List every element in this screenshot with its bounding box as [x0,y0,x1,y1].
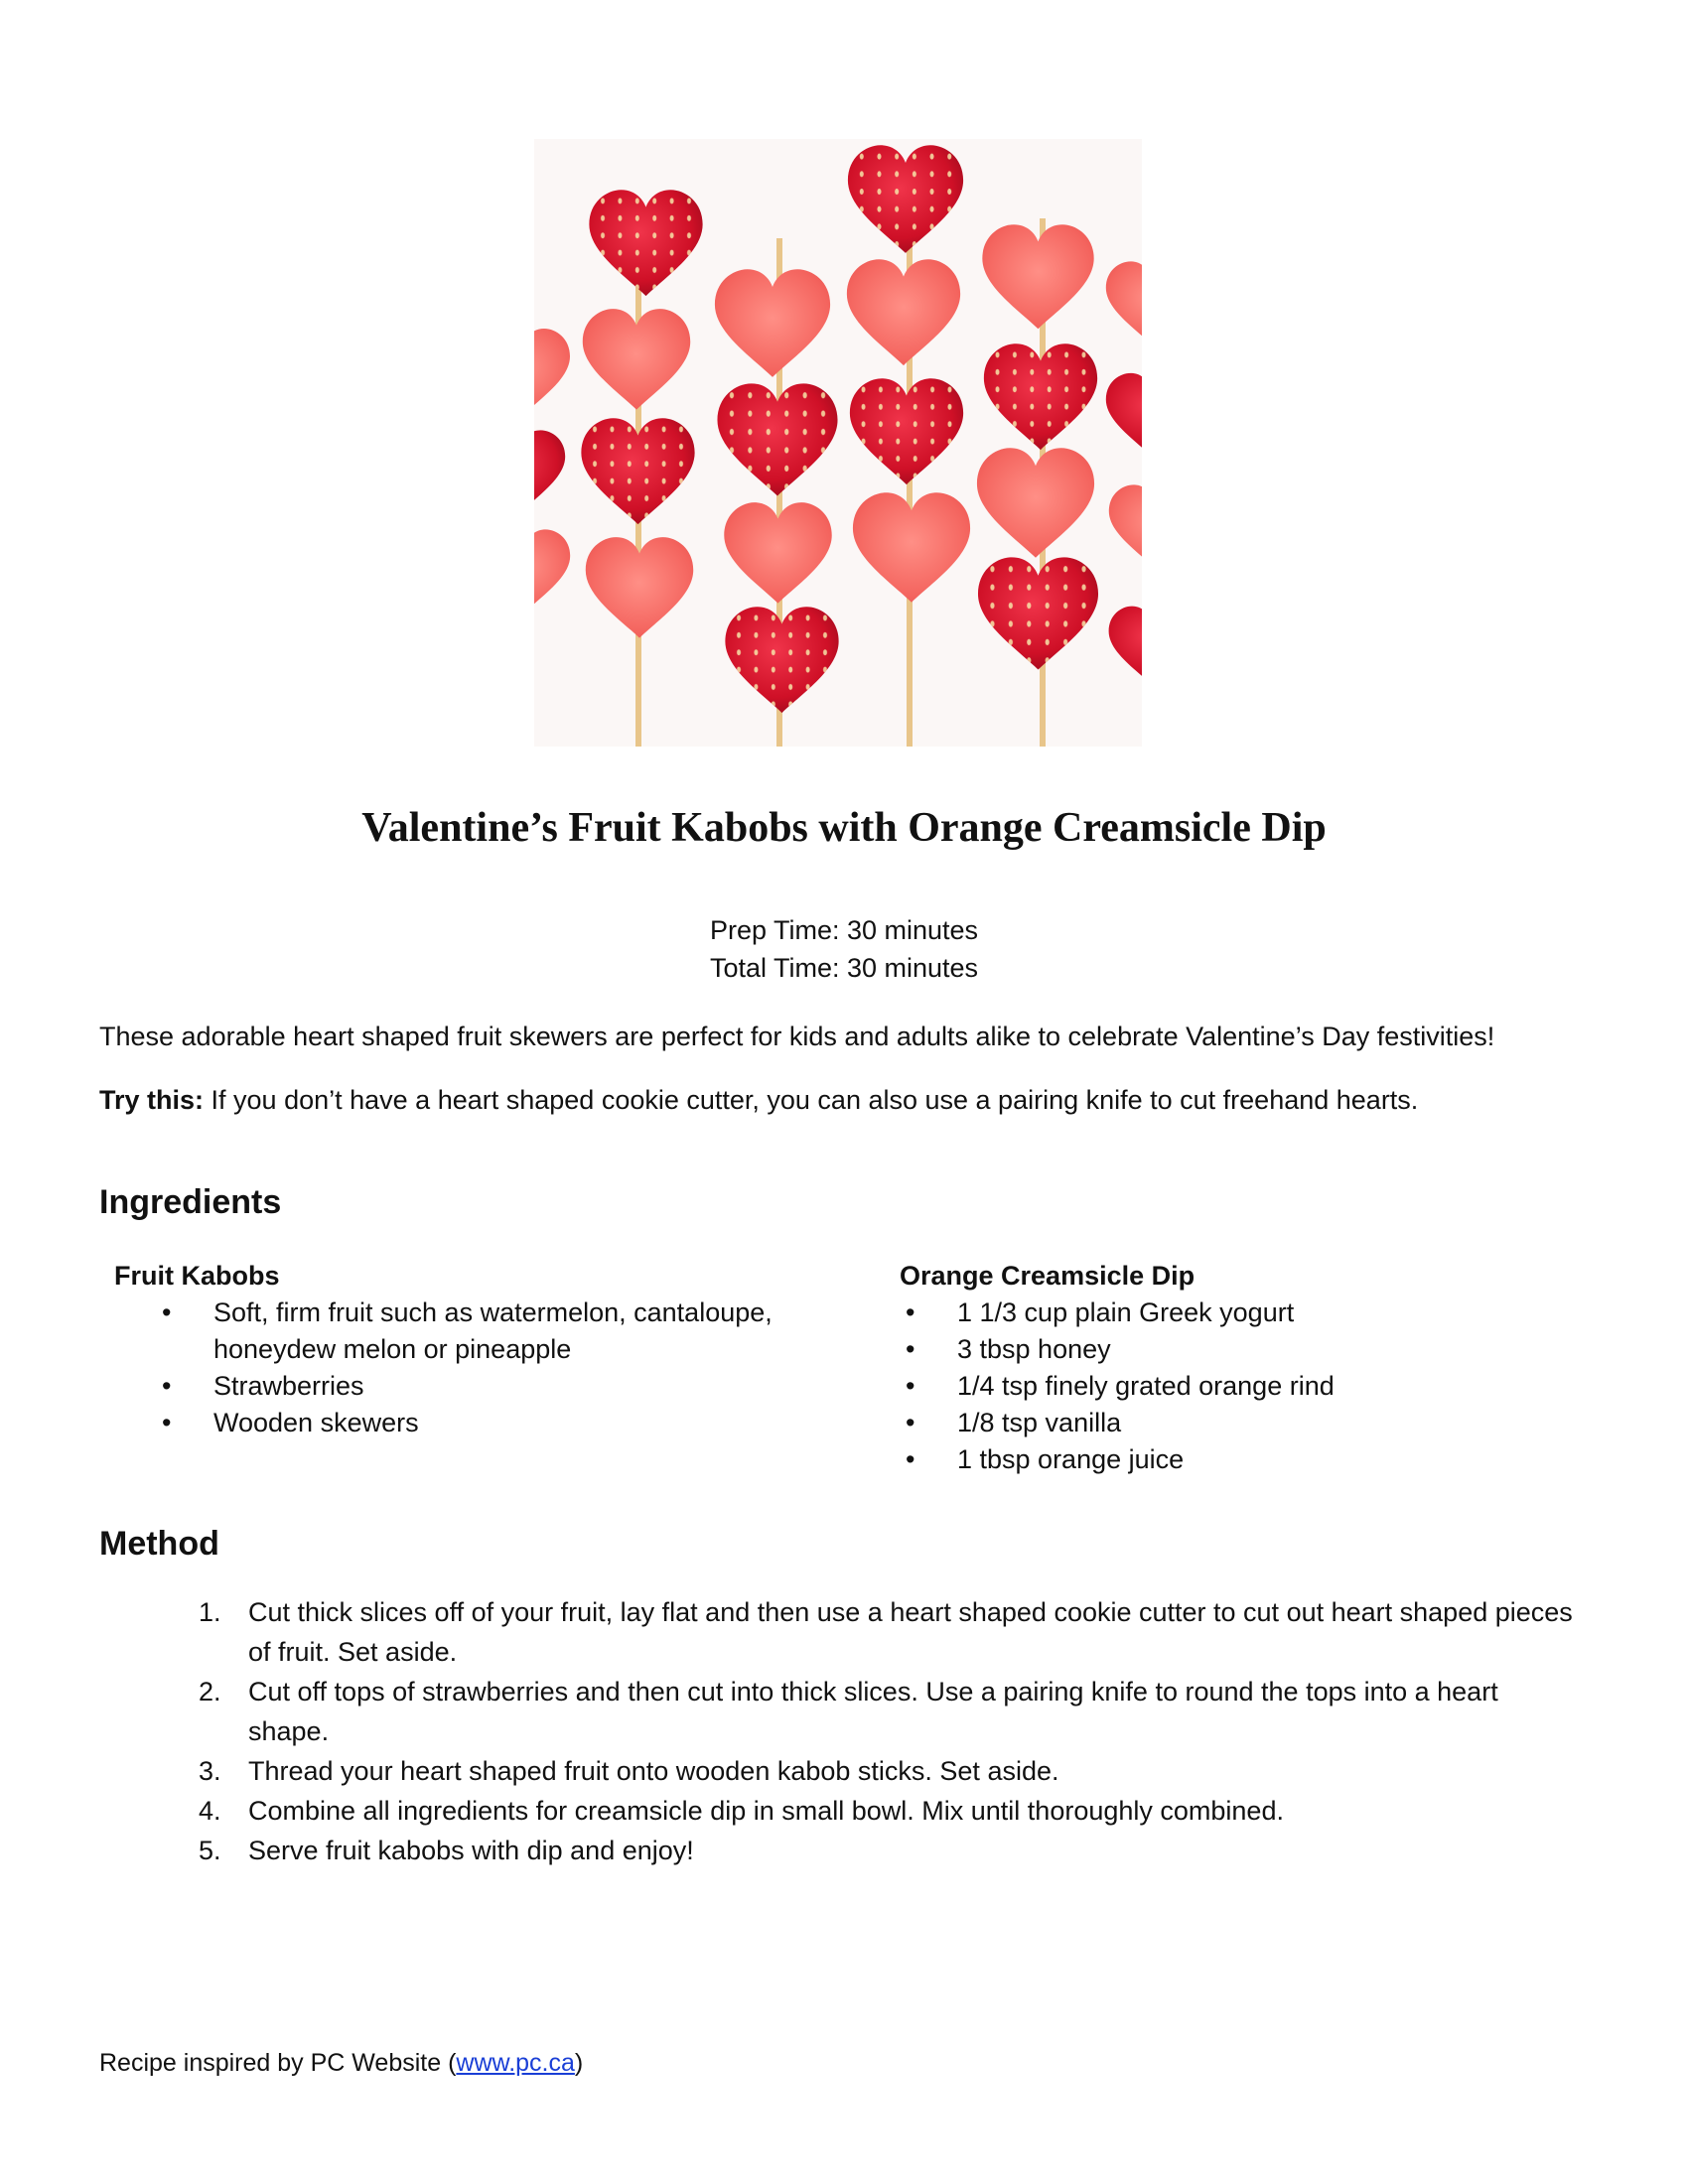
step-number: 2. [199,1677,221,1706]
step-text: Cut thick slices off of your fruit, lay flat and then use a heart shaped cookie cutter to cut out heart shaped pieces of fruit. Set aside. [248,1597,1573,1667]
tip-paragraph [99,1082,1628,1118]
step-text: Combine all ingredients for creamsicle dip in small bowl. Mix until thoroughly combined. [248,1796,1284,1826]
fruit-kabobs-title: Fruit Kabobs [114,1261,280,1291]
method-step [199,1751,1579,1791]
dip-title: Orange Creamsicle Dip [900,1261,1196,1291]
credit-suffix: ) [574,2049,584,2077]
list-item: • 1 tbsp orange juice [900,1441,1515,1478]
list-item: • 1 1/3 cup plain Greek yogurt [900,1295,1515,1331]
step-text: Serve fruit kabobs with dip and enjoy! [248,1836,694,1865]
method-heading: Method [99,1525,219,1563]
list-item: • Soft, firm fruit such as watermelon, cantaloupe, honeydew melon or pineapple [114,1295,829,1368]
total-time: Total Time: 30 minutes [709,953,979,983]
method-step [199,1831,1579,1870]
credit-prefix: Recipe inspired by PC Website ( [99,2049,457,2077]
heart-fruit-kabobs-photo [534,139,1142,747]
method-steps [199,1592,1579,1870]
recipe-credit [99,2049,583,2078]
list-item: • 1/8 tsp vanilla [900,1405,1515,1441]
list-item: • Strawberries [114,1368,829,1405]
dip-list [900,1295,1515,1478]
list-item: • 3 tbsp honey [900,1331,1515,1368]
step-text: Thread your heart shaped fruit onto wooden kabob sticks. Set aside. [248,1756,1059,1786]
dip-section [900,1257,1515,1478]
prep-time: Prep Time: 30 minutes [709,915,979,945]
step-number: 5. [199,1836,221,1865]
list-item: • 1/4 tsp finely grated orange rind [900,1368,1515,1405]
method-step [199,1672,1579,1751]
tip-text: If you don’t have a heart shaped cookie cutter, you can also use a pairing knife to cut freehand hearts. [204,1085,1419,1115]
step-number: 4. [199,1796,221,1826]
ingredients-heading: Ingredients [99,1183,282,1221]
list-item: • Wooden skewers [114,1405,829,1441]
step-number: 3. [199,1756,221,1786]
step-text: Cut off tops of strawberries and then cut into thick slices. Use a pairing knife to round the tops into a heart shape. [248,1677,1498,1746]
pc-website-link[interactable]: www.pc.ca [456,2049,575,2077]
step-number: 1. [199,1597,221,1627]
fruit-kabobs-list [114,1295,829,1441]
recipe-title: Valentine’s Fruit Kabobs with Orange Creamsicle Dip [361,805,1327,851]
recipe-times [0,911,1688,987]
tip-label: Try this: [99,1085,205,1115]
method-step [199,1592,1579,1672]
intro-paragraph: These adorable heart shaped fruit skewers are perfect for kids and adults alike to celebrate Valentine’s Day festivities! [99,1022,1495,1051]
fruit-kabobs-section [114,1257,829,1441]
method-step [199,1791,1579,1831]
